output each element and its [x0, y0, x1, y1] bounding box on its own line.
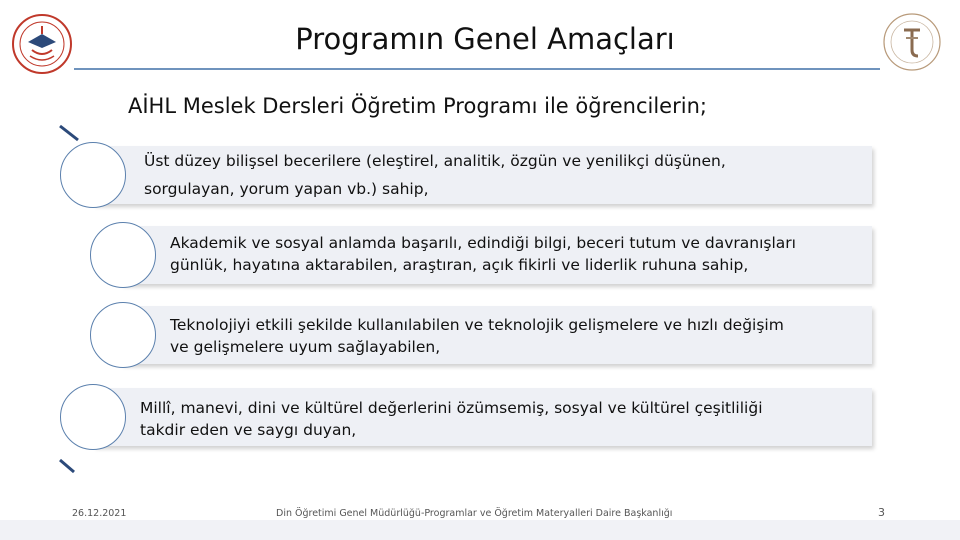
intro-text: AİHL Meslek Dersleri Öğretim Programı ile öğrencilerin;: [128, 94, 707, 118]
goal-text-1: [144, 150, 864, 200]
goal-line: günlük, hayatına aktarabilen, araştıran, açık fikirli ve liderlik ruhuna sahip,: [170, 256, 749, 274]
goal-line: Akademik ve sosyal anlamda başarılı, edindiği bilgi, beceri tutum ve davranışları: [170, 234, 796, 252]
goal-line: Teknolojiyi etkili şekilde kullanılabilen ve teknolojik gelişmelere ve hızlı değişim: [170, 316, 784, 334]
goal-bullet-4: [60, 384, 126, 450]
goal-text-2: [170, 232, 870, 276]
slide-title: Programın Genel Amaçları: [295, 22, 675, 56]
goal-line: takdir eden ve saygı duyan,: [140, 421, 357, 439]
goal-line: Millî, manevi, dini ve kültürel değerlerini özümsemiş, sosyal ve kültürel çeşitliliği: [140, 399, 763, 417]
goal-text-3: [170, 314, 870, 358]
page-number: 3: [878, 506, 885, 519]
goal-line: sorgulayan, yorum yapan vb.) sahip,: [144, 180, 429, 198]
goal-line: Üst düzey bilişsel becerilere (eleştirel, analitik, özgün ve yenilikçi düşünen,: [144, 152, 726, 170]
goal-text-4: [140, 397, 860, 441]
goal-bullet-1: [60, 142, 126, 208]
footer-date: 26.12.2021: [72, 508, 127, 519]
goal-bullet-2: [90, 222, 156, 288]
goal-line: ve gelişmelere uyum sağlayabilen,: [170, 338, 441, 356]
goal-bullet-3: [90, 302, 156, 368]
footer-organization: Din Öğretimi Genel Müdürlüğü-Programlar ve Öğretim Materyalleri Daire Başkanlığı: [276, 508, 673, 519]
